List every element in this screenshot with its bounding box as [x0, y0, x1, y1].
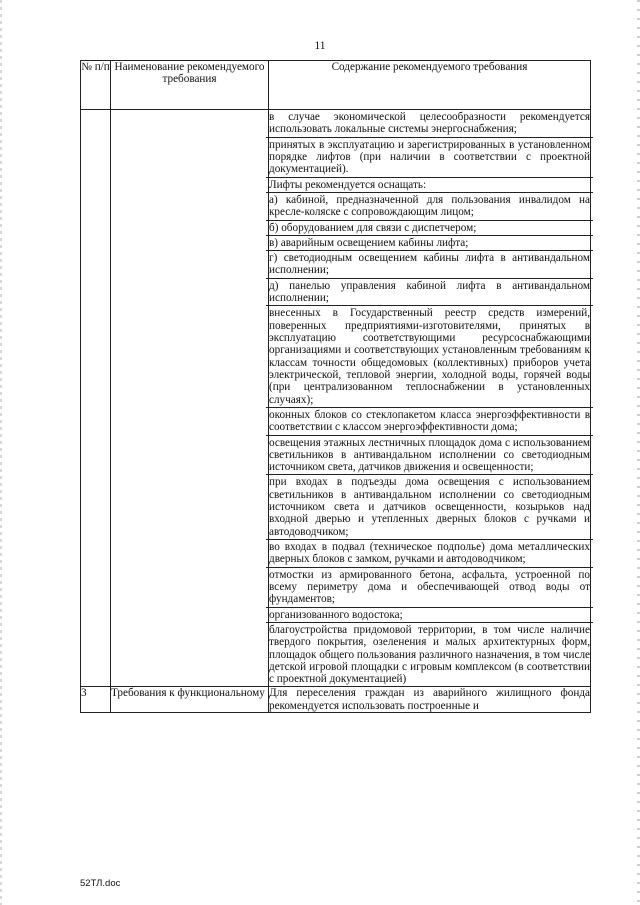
- row-name-cell: Требования к функциональному: [111, 687, 269, 713]
- content-entry: [266, 475, 593, 540]
- entry-text: Лифты рекомендуется оснащать:: [269, 178, 427, 191]
- entry-text: благоустройства придомовой территории, в том числе наличие твердого покрытия, озеленения и малых архитектурных форм, площадок общего пользования различного назначения, в том числе детской игровой площадки с игровым комплексом (в соответствии с проектной документацией): [269, 623, 590, 686]
- entry-text: организованного водостока;: [269, 608, 403, 621]
- entry-text: Для переселения граждан из аварийного жилищного фонда рекомендуется использовать построенные и: [269, 687, 590, 712]
- entry-text: освещения этажных лестничных площадок дома с использованием светильников в антивандальном исполнении со светодиодным источником света, датчиков движения и освещенности;: [269, 436, 590, 474]
- row-content-cell: [269, 110, 591, 687]
- entry-text: д) панелью управления кабиной лифта в антивандальном исполнении;: [269, 279, 590, 305]
- content-entry: [266, 251, 593, 279]
- row-number-cell: 3: [81, 687, 111, 713]
- table-row: [81, 110, 591, 687]
- entry-text: б) оборудованием для связи с диспетчером;: [269, 221, 477, 234]
- row-content-cell: [269, 687, 591, 713]
- entry-text: отмостки из армированного бетона, асфальта, устроенной по всему периметру дома и обеспечивающей отвод воды от фундаментов;: [269, 568, 590, 606]
- entry-text: внесенных в Государственный реестр средств измерений, поверенных предприятиями-изготовителями, принятых в эксплуатацию соответствующими ресурсоснабжающими организациями и соответствующих установленным требованиям к классам точности общедомовых (коллективных) приборов учета электрической, тепловой энергии, холодной воды, горячей воды (при централизованном теплоснабжении в установленных случаях);: [269, 307, 590, 406]
- content-entry: [266, 178, 593, 193]
- row-number-cell: [81, 110, 111, 687]
- table-row: [81, 687, 591, 713]
- content-entry: [266, 138, 593, 178]
- entry-text: во входах в подвал (техническое подполье) дома металлических дверных блоков с замком, ручками и автодоводчиком;: [269, 541, 590, 566]
- content-entry: [266, 568, 593, 608]
- entry-text: а) кабиной, предназначенной для пользования инвалидом на кресле-коляске с сопровождающим лицом;: [269, 193, 590, 219]
- row-name-cell: [111, 110, 269, 687]
- table-header-row: [81, 61, 591, 110]
- content-entry: [266, 623, 593, 687]
- content-entry: [266, 221, 593, 236]
- entry-text: в случае экономической целесообразности рекомендуется использовать локальные системы энергоснабжения;: [269, 111, 590, 136]
- entry-text: в) аварийным освещением кабины лифта;: [269, 236, 469, 249]
- page-number: 11: [314, 40, 326, 52]
- entry-text: при входах в подъезды дома освещения с использованием светильников в антивандальном исполнении со светодиодным источником света и датчиков освещенности, козырьков над входной дверью и утепленных дверных блоков с ручками и автодоводчиком;: [269, 476, 590, 538]
- content-entry: [266, 608, 593, 623]
- entry-text: г) светодиодным освещением кабины лифта в антивандальном исполнении;: [269, 252, 590, 277]
- footer-filename: 52ТЛ.doc: [80, 878, 121, 889]
- content-entry: [266, 436, 593, 476]
- content-entry: [266, 236, 593, 251]
- content-entry: [266, 110, 593, 138]
- header-requirement-name: Наименование рекомендуемого требования: [111, 61, 269, 110]
- entry-text: принятых в эксплуатацию и зарегистрированных в установленном порядке лифтов (при наличии в соответствии с проектной документацией).: [269, 138, 590, 176]
- content-entry: [266, 279, 593, 307]
- content-entry: [266, 408, 593, 436]
- content-entry: [266, 540, 593, 568]
- requirements-table: [80, 60, 591, 713]
- entry-text: оконных блоков со стеклопакетом класса энергоэффективности в соответствии с классом энергоэффективности дома;: [269, 408, 590, 434]
- header-number: № п/п: [81, 61, 111, 110]
- content-entry: [266, 306, 593, 408]
- header-requirement-content: Содержание рекомендуемого требования: [269, 61, 591, 110]
- scan-edge-left: [0, 0, 2, 905]
- content-entry: [266, 193, 593, 221]
